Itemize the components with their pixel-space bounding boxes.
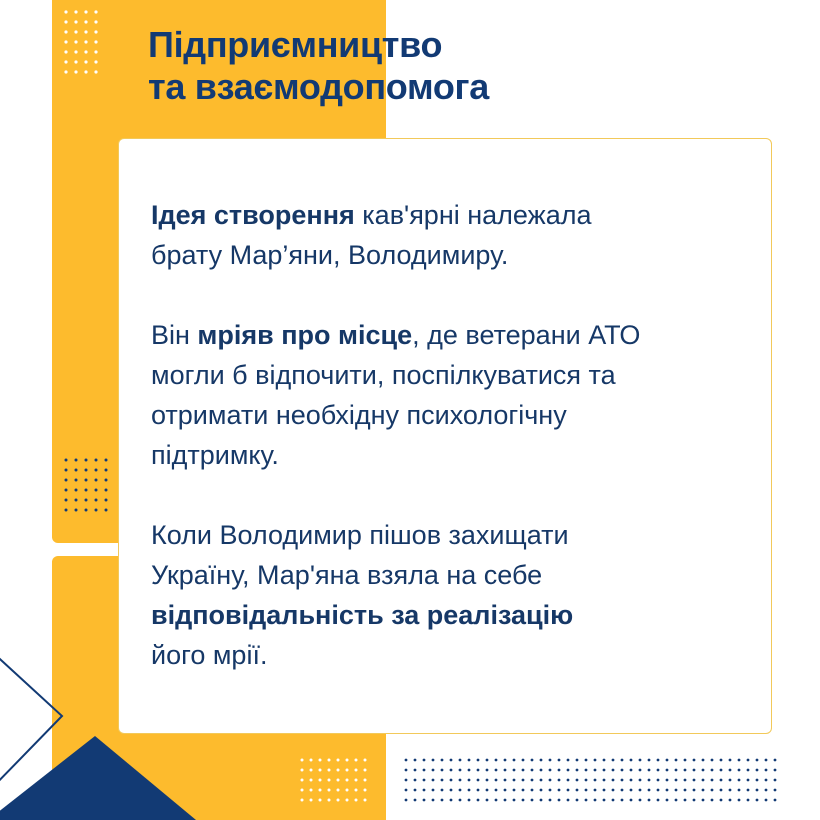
- paragraph-dream: [151, 315, 751, 475]
- title-line-1: Підприємництво: [148, 24, 443, 65]
- bold-phrase: мріяв про місце: [197, 320, 413, 350]
- text-segment: , де ветерани АТО: [412, 320, 641, 350]
- text-segment: Він: [151, 320, 198, 350]
- page-title: [148, 24, 489, 108]
- paragraph-responsibility: [151, 515, 751, 675]
- title-line-2: та взаємодопомога: [148, 66, 489, 107]
- text-segment: Україну, Мар'яна взяла на себе: [151, 560, 543, 590]
- text-card: [118, 138, 772, 734]
- text-segment: кав'ярні належала: [354, 200, 592, 230]
- text-segment: підтримку.: [151, 440, 279, 470]
- text-segment: його мрії.: [151, 640, 268, 670]
- text-segment: Коли Володимир пішов захищати: [151, 520, 569, 550]
- card-body: [151, 195, 751, 675]
- text-segment: отримати необхідну психологічну: [151, 400, 567, 430]
- paragraph-idea: [151, 195, 751, 275]
- text-segment: брату Мар’яни, Володимиру.: [151, 240, 509, 270]
- text-segment: могли б відпочити, поспілкуватися та: [151, 360, 616, 390]
- bold-phrase: Ідея створення: [151, 200, 355, 230]
- bold-phrase: відповідальність за реалізацію: [151, 600, 574, 630]
